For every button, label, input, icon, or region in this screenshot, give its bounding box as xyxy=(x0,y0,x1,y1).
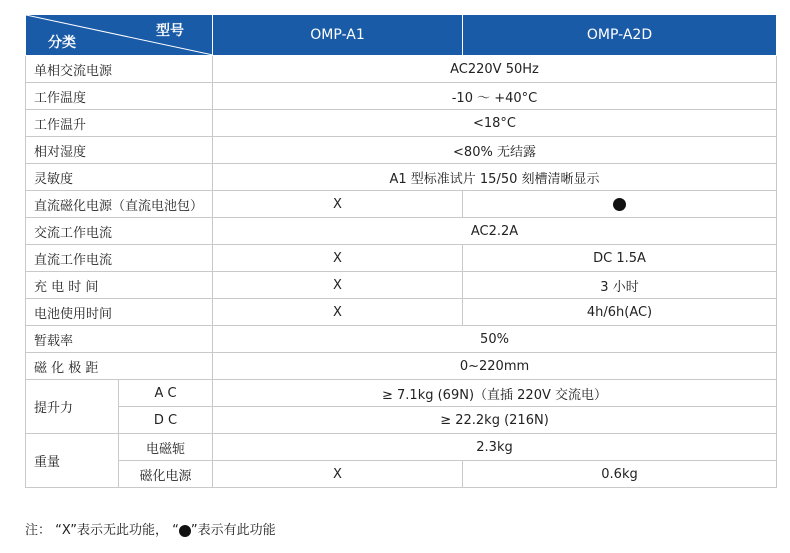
header-row xyxy=(26,15,777,56)
row-value: 0~220mm xyxy=(213,353,777,380)
table-row xyxy=(26,434,777,461)
a2d-value: 3 小时 xyxy=(463,272,777,299)
row-label: 磁 化 极 距 xyxy=(26,353,213,380)
weight-yoke-value: 2.3kg xyxy=(213,434,777,461)
table-row xyxy=(26,461,777,488)
model-a1-header: OMP-A1 xyxy=(213,15,463,56)
table-row xyxy=(26,245,777,272)
table-row xyxy=(26,164,777,191)
row-label: 电池使用时间 xyxy=(26,299,213,326)
table-row xyxy=(26,218,777,245)
model-a2d-header: OMP-A2D xyxy=(463,15,777,56)
row-label: 灵敏度 xyxy=(26,164,213,191)
row-label: 暂载率 xyxy=(26,326,213,353)
a1-value: X xyxy=(213,272,463,299)
a2d-value: 4h/6h(AC) xyxy=(463,299,777,326)
table-row xyxy=(26,326,777,353)
header-diagonal-cell xyxy=(26,15,213,56)
table-row xyxy=(26,56,777,83)
filled-circle-icon xyxy=(179,525,191,537)
lift-label: 提升力 xyxy=(26,380,119,434)
row-value: AC220V 50Hz xyxy=(213,56,777,83)
a1-value: X xyxy=(213,191,463,218)
row-label: 直流磁化电源（直流电池包） xyxy=(26,191,213,218)
row-value: AC2.2A xyxy=(213,218,777,245)
lift-ac-label: A C xyxy=(119,380,213,407)
row-value: A1 型标准试片 15/50 刻槽清晰显示 xyxy=(213,164,777,191)
lift-dc-value: ≥ 22.2kg (216N) xyxy=(213,407,777,434)
row-label: 工作温度 xyxy=(26,83,213,110)
note-dot-close: ” xyxy=(190,523,198,538)
model-header-label: 型号 xyxy=(156,23,184,39)
row-value: <18°C xyxy=(213,110,777,137)
weight-source-label: 磁化电源 xyxy=(119,461,213,488)
table-row xyxy=(26,191,777,218)
note-dot-open: “ xyxy=(172,523,179,538)
row-label: 交流工作电流 xyxy=(26,218,213,245)
table-row xyxy=(26,83,777,110)
category-header-label: 分类 xyxy=(48,35,76,51)
table-row xyxy=(26,380,777,407)
filled-circle-icon xyxy=(613,198,626,211)
row-value: -10 ～ +40°C xyxy=(213,83,777,110)
lift-ac-value: ≥ 7.1kg (69N)（直插 220V 交流电） xyxy=(213,380,777,407)
footnote xyxy=(25,519,276,538)
a2d-value: 0.6kg xyxy=(463,461,777,488)
a2d-value: DC 1.5A xyxy=(463,245,777,272)
weight-yoke-label: 电磁轭 xyxy=(119,434,213,461)
a1-value: X xyxy=(213,299,463,326)
row-label: 工作温升 xyxy=(26,110,213,137)
table-row xyxy=(26,110,777,137)
a2d-value xyxy=(463,191,777,218)
row-value: <80% 无结露 xyxy=(213,137,777,164)
note-x-text: 表示无此功能， xyxy=(77,523,169,538)
note-prefix: 注： xyxy=(25,523,52,538)
row-label: 直流工作电流 xyxy=(26,245,213,272)
row-value: 50% xyxy=(213,326,777,353)
table-row xyxy=(26,299,777,326)
note-dot-text: 表示有此功能 xyxy=(197,523,276,538)
row-label: 单相交流电源 xyxy=(26,56,213,83)
row-label: 相对湿度 xyxy=(26,137,213,164)
lift-dc-label: D C xyxy=(119,407,213,434)
table-row xyxy=(26,353,777,380)
row-label: 充 电 时 间 xyxy=(26,272,213,299)
a1-value: X xyxy=(213,461,463,488)
a1-value: X xyxy=(213,245,463,272)
table-row xyxy=(26,272,777,299)
table-row xyxy=(26,407,777,434)
note-x-symbol: “X” xyxy=(55,523,78,538)
spec-table xyxy=(25,14,777,488)
weight-label: 重量 xyxy=(26,434,119,488)
table-row xyxy=(26,137,777,164)
